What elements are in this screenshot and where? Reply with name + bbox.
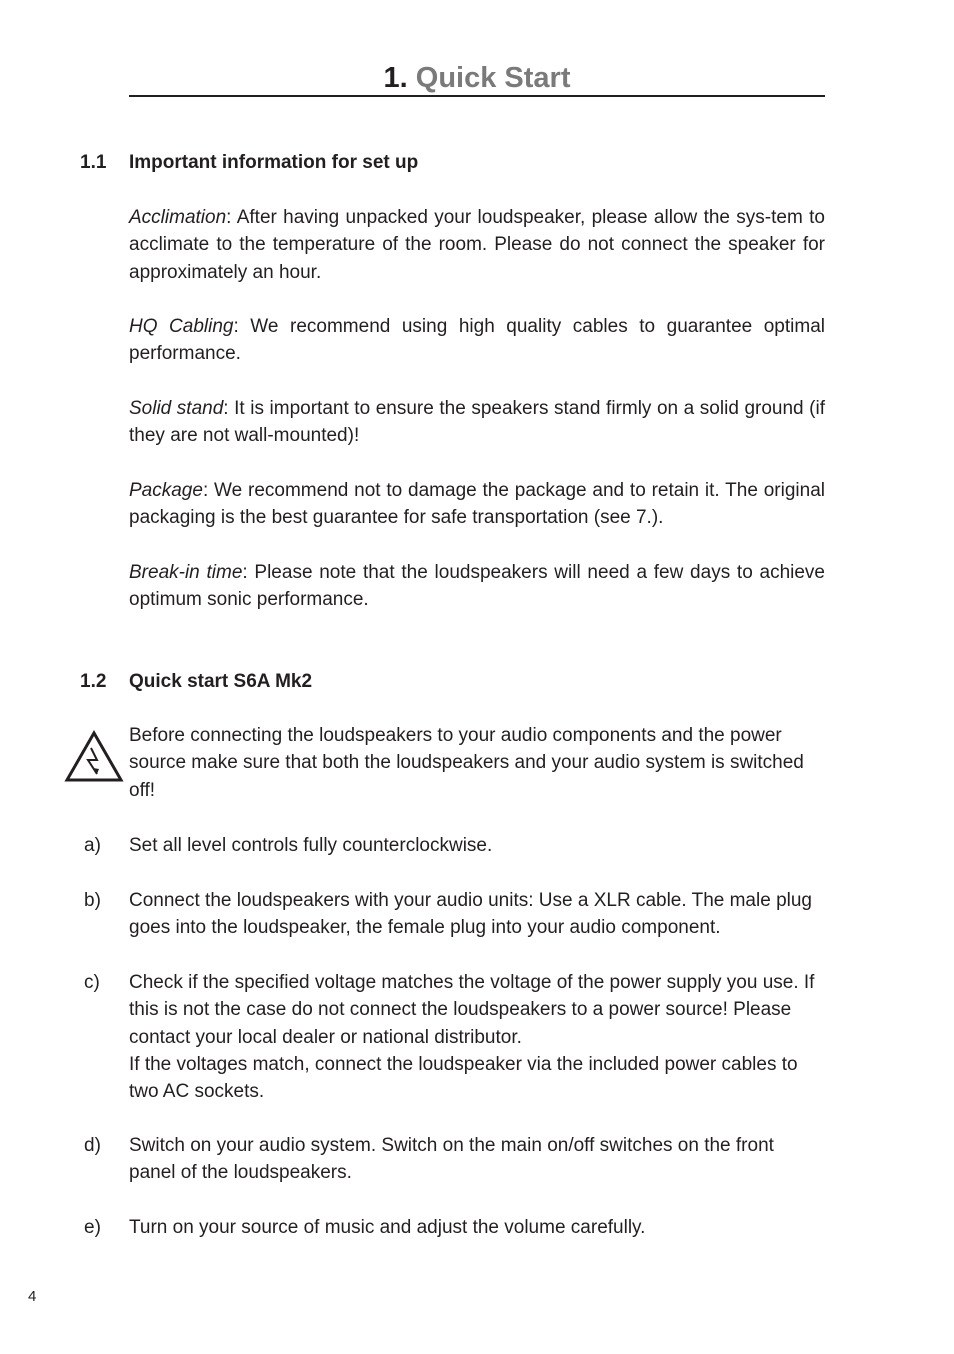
info-paragraph-hq-cabling <box>129 313 825 368</box>
step-text-line: If the voltages match, connect the loudspeaker via the included power cables to two AC sockets. <box>129 1053 798 1103</box>
step-text: Switch on your audio system. Switch on the main on/off switches on the front panel of the loudspeakers. <box>129 1135 774 1184</box>
info-text: : We recommend not to damage the package and to retain it. The original packaging is the best guarantee for safe transportation (see 7.). <box>129 480 825 529</box>
info-paragraph-acclimation <box>129 204 825 286</box>
info-text: : It is important to ensure the speakers stand firmly on a solid ground (if they are not wall-mounted)! <box>129 398 825 447</box>
section-number: 1.1 <box>80 152 107 173</box>
step-letter: e) <box>84 1217 101 1238</box>
section-heading: Important information for set up <box>129 152 419 173</box>
page-title <box>129 58 825 98</box>
step-letter: b) <box>84 890 101 911</box>
info-term: Package <box>129 480 203 501</box>
chapter-title: Quick Start <box>415 62 571 94</box>
info-text: : We recommend using high quality cables to guarantee optimal performance. <box>129 316 825 365</box>
info-text: : After having unpacked your loudspeaker, please allow the sys-tem to acclimate to the temperature of the room. Please do not connect the speaker for approximately an hour. <box>129 207 825 283</box>
info-term: Acclimation <box>129 207 227 228</box>
chapter-number: 1. <box>383 62 408 94</box>
step-text-line: Check if the specified voltage matches the voltage of the power supply you use. If this is not the case do not connect the loudspeakers to a power source! Please contact your local dealer or national distributor. <box>129 972 815 1048</box>
warning-text: Before connecting the loudspeakers to your audio components and the power source make sure that both the loudspeakers and your audio system is switched off! <box>129 725 804 801</box>
section-number: 1.2 <box>80 671 107 692</box>
info-term: Break-in time <box>129 562 243 583</box>
info-term: Solid stand <box>129 398 224 419</box>
step-text <box>129 969 825 1105</box>
info-paragraph-break-in <box>129 559 825 614</box>
step-letter: a) <box>84 835 101 856</box>
info-term: HQ Cabling <box>129 316 234 337</box>
info-text: : Please note that the loudspeakers will need a few days to achieve optimum sonic performance. <box>129 562 826 611</box>
step-text: Set all level controls fully counterclockwise. <box>129 835 493 856</box>
electrical-hazard-warning-icon <box>64 730 124 784</box>
section-heading: Quick start S6A Mk2 <box>129 671 313 692</box>
step-text: Turn on your source of music and adjust the volume carefully. <box>129 1217 646 1238</box>
info-paragraph-package <box>129 477 825 532</box>
step-letter: d) <box>84 1135 101 1156</box>
page-number: 4 <box>28 1288 37 1305</box>
step-letter: c) <box>84 972 100 993</box>
info-paragraph-solid-stand <box>129 395 825 450</box>
step-text: Connect the loudspeakers with your audio units: Use a XLR cable. The male plug goes into the loudspeaker, the female plug into your audio component. <box>129 890 812 939</box>
title-divider <box>129 95 825 97</box>
